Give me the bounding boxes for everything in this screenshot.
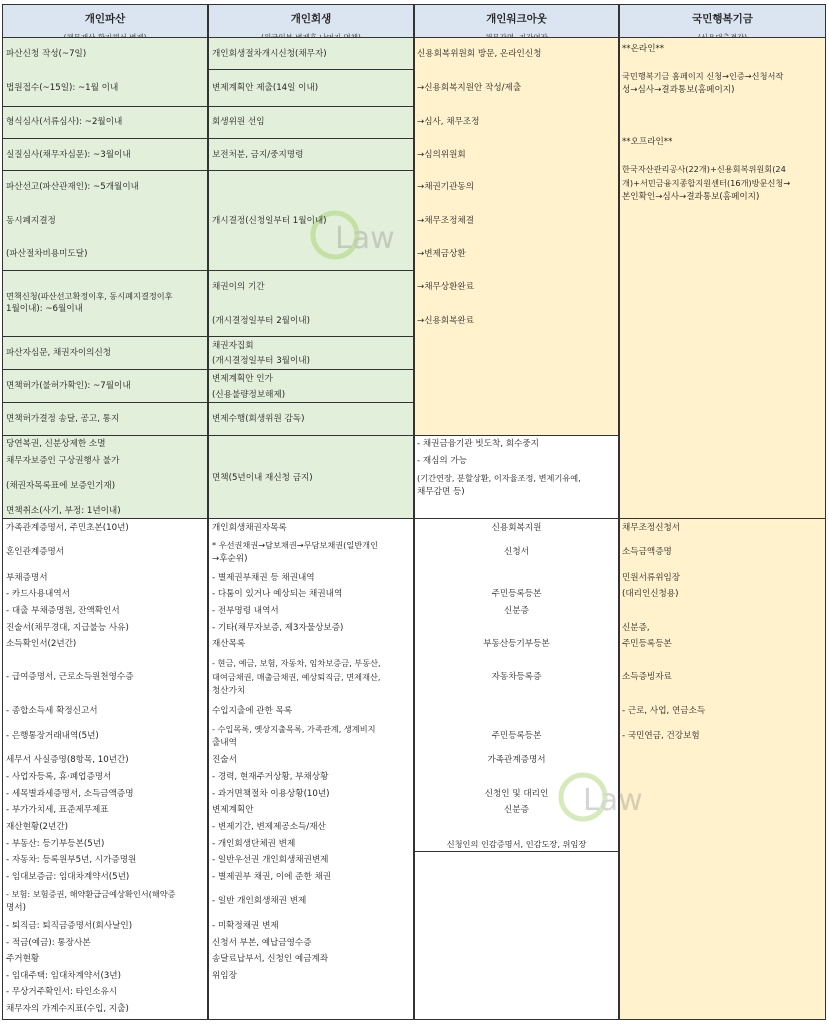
workout-doc: 신용회복지원 [491, 523, 542, 533]
bankruptcy-doc: - 은행통장거래내역(5년) [6, 731, 99, 741]
bankruptcy-step: 파산자심문, 채권자이의신청 [6, 348, 112, 358]
rehabilitation-doc: 재산목록 [212, 639, 246, 649]
bankruptcy-doc: 부채증명서 [6, 573, 48, 583]
bankruptcy-doc: - 부동산: 등기부등본(5년) [6, 839, 105, 849]
rehabilitation-doc: - 경력, 현재주거상황, 부채상황 [212, 772, 329, 782]
fund-step: 한국자산관리공사(22개)+신용회복위원회(24 [622, 164, 786, 174]
workout-note: (기간연장, 분할상환, 이자율조정, 변제기유예, [417, 473, 581, 483]
rehabilitation-doc: 위임장 [212, 971, 237, 981]
bankruptcy-step: 면책허가(불허가확인): ~7월이내 [6, 381, 131, 391]
rehabilitation-doc: 수입지출에 관한 목록 [212, 706, 293, 716]
workout-doc: 자동차등록증 [491, 672, 542, 682]
bankruptcy-doc: 재산현황(2년간) [6, 822, 68, 832]
rehabilitation-step: 변제계획안 제출(14일 이내) [212, 83, 319, 93]
fund-doc: - 근로, 사업, 연금소득 [622, 706, 706, 716]
bankruptcy-doc: - 세목별과세증명서, 소득금액증명 [6, 789, 134, 799]
rehabilitation-doc: - 현금, 예금, 보험, 자동차, 임차보증금, 부동산, [212, 658, 381, 668]
rehabilitation-doc: - 별제권부채권 등 채권내역 [212, 573, 315, 583]
rehabilitation-doc: 대여금채권, 매출금채권, 예상퇴직금, 면제재산, [212, 672, 381, 682]
workout-step: →채무상환완료 [417, 282, 475, 292]
workout-step: →심의위원회 [417, 150, 466, 160]
bankruptcy-doc: 세무서 사실증명(8항목, 10년간) [6, 755, 129, 765]
rehabilitation-doc: - 일반우선권 개인회생채권변제 [212, 855, 329, 865]
workout-step: →변제금상환 [417, 249, 466, 259]
rehabilitation-step: (개시결정일부터 3월이내) [212, 356, 310, 366]
header-title: 개인파산 [84, 13, 126, 25]
bankruptcy-step: 면책허가결정 송달, 공고, 통지 [6, 414, 120, 424]
bankruptcy-doc: 명서) [6, 903, 26, 913]
watermark-text: Law [335, 221, 395, 256]
bankruptcy-doc: - 임대보증금: 임대차계약서(5년) [6, 872, 130, 882]
rehabilitation-step: 변제계획안 인가 [212, 374, 273, 384]
rehabilitation-doc: - 개인회생단체권 변제 [212, 839, 296, 849]
bankruptcy-step: 당연복권, 신분상제한 소멸 [6, 439, 106, 449]
workout-note: 채무감면 등) [417, 487, 465, 497]
rehabilitation-step: 채권자집회 [212, 341, 254, 351]
bankruptcy-step: (파산절차비용미도달) [6, 249, 88, 259]
rehabilitation-doc: 송달료납부서, 신청인 예금계좌 [212, 954, 329, 964]
bankruptcy-doc: - 카드사용내역서 [6, 589, 70, 599]
rehabilitation-step: 개인회생절차개시신청(채무자) [212, 49, 327, 59]
bankruptcy-step: 동시폐지결정 [6, 216, 56, 226]
workout-step: →채무조정체결 [417, 216, 475, 226]
rehabilitation-doc: * 우선권채권→담보채권→무담보채권(일반개인 [212, 540, 378, 550]
bankruptcy-step: 채무자보증인 구상권행사 불가 [6, 456, 120, 466]
fund-step: 개)+서민금융지종합지원센터(16개)방문신청→ [622, 178, 791, 188]
workout-doc: 신청인 및 대리인 [484, 789, 549, 799]
workout-doc: 신청서 [504, 547, 529, 557]
workout-docs-empty-cell [414, 852, 619, 1020]
bankruptcy-doc: 진술서(채무경대, 지급불능 사유) [6, 623, 129, 633]
workout-doc: 신청인의 인감증명서, 인감도장, 위임장 [446, 839, 587, 849]
fund-doc: 민원서류위임장 [622, 573, 681, 583]
bankruptcy-doc: - 부가가치세, 표준제무제표 [6, 805, 109, 815]
workout-note: - 재심의 가능 [417, 456, 468, 466]
rehabilitation-doc: - 수입목록, 옛상지출목록, 가족관계, 생계비지 [212, 724, 376, 734]
workout-step: 신용회복위원회 방문, 온라인신청 [417, 49, 542, 59]
bankruptcy-doc: - 사업자등록, 휴·폐업증명서 [6, 772, 112, 782]
rehabilitation-doc: - 과거면책절차 이용상황(10년) [212, 789, 330, 799]
rehabilitation-doc: - 전부명령 내역서 [212, 606, 279, 616]
bankruptcy-step: 면책신청(파산선고확정이후, 동시폐지결정이후 [6, 291, 173, 301]
header-rehabilitation [208, 4, 414, 38]
bankruptcy-doc: - 임대주택: 임대차계약서(3년) [6, 971, 121, 981]
fund-doc: 채무조정신청서 [622, 523, 681, 533]
fund-step: 국민행복기금 홈페이지 신청→인증→신청서작 [622, 71, 784, 81]
workout-doc: 부동산등기부등본 [483, 639, 550, 649]
bankruptcy-doc: - 종합소득세 확정신고서 [6, 706, 98, 716]
bankruptcy-step: 파산신청 작성(~7일) [6, 49, 87, 59]
header-title: 개인회생 [290, 13, 332, 25]
fund-doc: - 국민연금, 건강보험 [622, 731, 700, 741]
rehabilitation-doc: →후순위) [212, 554, 248, 564]
rehabilitation-step: (개시결정일부터 2월이내) [212, 316, 310, 326]
workout-note: - 채권금융기관 빗도착, 회수중지 [417, 439, 539, 449]
rehabilitation-step: 보전처분, 금지/중지명령 [212, 150, 304, 160]
fund-doc: (대리인신청용) [622, 589, 679, 599]
bankruptcy-doc: 소득확인서(2년간) [6, 639, 77, 649]
rehabilitation-doc: - 별제권부 채권, 이에 준한 채권 [212, 872, 332, 882]
rehabilitation-doc: 신청서 부본, 예납금영수증 [212, 938, 312, 948]
bankruptcy-step: 면책취소(사기, 부정: 1년이내) [6, 506, 121, 516]
bankruptcy-step: 법원접수(~15일): ~1월 이내 [6, 83, 119, 93]
header-happiness-fund [619, 4, 826, 38]
rehabilitation-doc: 출내역 [212, 738, 237, 748]
bankruptcy-step: 형식심사(서류심사): ~2월이내 [6, 117, 123, 127]
bankruptcy-doc: 혼인관계증명서 [6, 547, 65, 557]
fund-steps-cell [619, 38, 826, 519]
bankruptcy-doc: - 무상거주확인서: 타인소유시 [6, 987, 118, 997]
rehabilitation-doc: 진술서 [212, 755, 237, 765]
rehabilitation-step: (신용불량정보해제) [212, 390, 286, 400]
law-watermark-logo [305, 200, 405, 270]
bankruptcy-doc: 가족관계증명서, 주민초본(10년) [6, 523, 129, 533]
workout-doc: 주민등록등본 [491, 589, 542, 599]
bankruptcy-doc: - 적금(예금): 통장사본 [6, 938, 91, 948]
workout-doc: 신분증 [504, 805, 529, 815]
fund-doc: 주민등록등본 [622, 639, 672, 649]
bankruptcy-doc: - 퇴직금: 퇴직금증명서(회사날인) [6, 921, 133, 931]
fund-doc: 소득금액증명 [622, 547, 672, 557]
rehabilitation-doc: - 변제기간, 변제제공소득/재산 [212, 822, 326, 832]
rehabilitation-doc: 청산가치 [212, 686, 246, 696]
rehabilitation-doc: 개인회생채권자목록 [212, 523, 287, 533]
workout-doc: 주민등록등본 [491, 731, 542, 741]
rehabilitation-doc: - 다툼이 있거나 예상되는 채권내역 [212, 589, 343, 599]
watermark-text: Law [583, 783, 643, 818]
workout-step: →심사, 채무조정 [417, 117, 480, 127]
bankruptcy-doc: - 자동차: 등록원부5년, 시가증명원 [6, 855, 137, 865]
fund-doc: 신분증, [622, 623, 650, 633]
workout-doc: 가족관계증명서 [487, 755, 546, 765]
header-title: 국민행복기금 [692, 13, 753, 25]
bankruptcy-step: 파산선고(파산관재인): ~5개월이내 [6, 182, 139, 192]
bankruptcy-step: 1월이내): ~6월이내 [6, 304, 83, 314]
rehabilitation-step: 변제수행(회생위원 감독) [212, 414, 305, 424]
bankruptcy-step: 실질심사(채무자심문): ~3월이내 [6, 150, 131, 160]
workout-step: →신용회복지원안 작성/제출 [417, 83, 522, 93]
rehabilitation-step: 개시결정(신청일부터 1월이내) [212, 216, 327, 226]
bankruptcy-doc: - 대출 부채증명원, 잔액확인서 [6, 606, 120, 616]
header-title: 개인워크아웃 [486, 13, 547, 25]
rehabilitation-step: 채권이의 기간 [212, 282, 265, 292]
rehabilitation-doc: 변제계획안 [212, 805, 254, 815]
fund-step: 본인확인→심사→결과통보(홈페이지) [622, 192, 760, 202]
bankruptcy-doc: 채무자의 가계수지표(수입, 지출) [6, 1004, 129, 1014]
fund-step: **오프라인** [622, 137, 673, 147]
bankruptcy-doc: 주거현황 [6, 954, 40, 964]
bankruptcy-step: (채권자목록표에 보증인기재) [6, 481, 116, 491]
workout-doc: 신분증 [504, 606, 529, 616]
header-bankruptcy [2, 4, 208, 38]
workout-step: →신용회복완료 [417, 316, 475, 326]
fund-doc: 소득증빙자료 [622, 672, 672, 682]
rehabilitation-doc: - 미확정채권 변제 [212, 921, 279, 931]
bankruptcy-doc: - 급여증명서, 근로소득원천영수증 [6, 672, 134, 682]
fund-step: **온라인** [622, 44, 665, 54]
bankruptcy-doc: - 보험: 보험증권, 해약환급금예상확인서(해약증 [6, 889, 176, 899]
rehabilitation-step: 회생위원 선임 [212, 117, 265, 127]
workout-steps-cell [414, 38, 619, 436]
header-workout [414, 4, 619, 38]
rehabilitation-doc: - 일반 개인회생채권 변제 [212, 896, 307, 906]
fund-step: 성→심사→결과통보(홈페이지) [622, 85, 735, 95]
rehabilitation-doc: - 기타(채무자보증, 제3자물상보증) [212, 623, 344, 633]
workout-step: →채권기관동의 [417, 182, 475, 192]
rehabilitation-step: 면책(5년이내 재신청 금지) [212, 473, 313, 483]
